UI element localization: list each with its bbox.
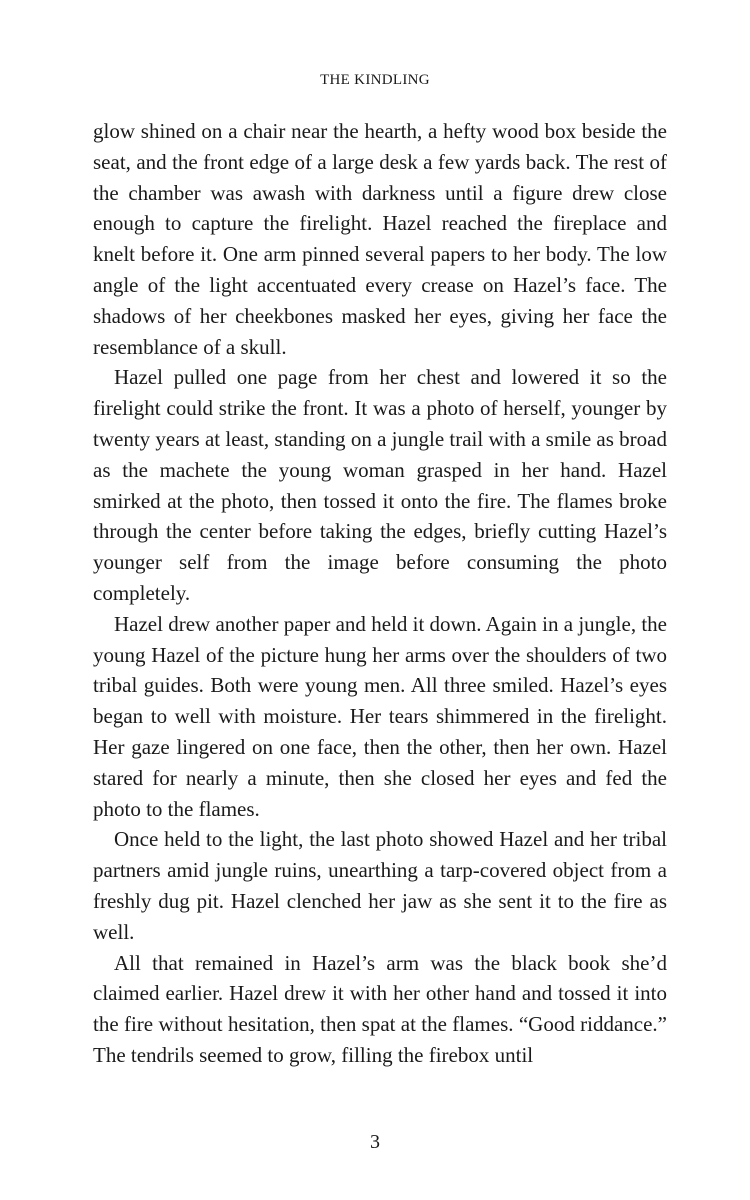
paragraph-2: Hazel pulled one page from her chest and lowered it so the firelight could strike the front. It was a photo of herself, younger by twenty years at least, standing on a jungle trail with a smile as broad as the machete the young woman grasped in her hand. Hazel smirked at the photo, then tossed it onto the fire. The flames broke through the center before taking the edges, briefly cutting Hazel’s younger self from the image before consuming the photo completely.: [93, 365, 667, 605]
paragraph-5: All that remained in Hazel’s arm was the black book she’d claimed earlier. Hazel drew it with her other hand and tossed it into the fire without hesitation, then spat at the flames. “Good riddance.” The tendrils seemed to grow, filling the firebox until: [93, 950, 667, 1067]
paragraph-1: glow shined on a chair near the hearth, a hefty wood box beside the seat, and the front edge of a large desk a few yards back. The rest of the chamber was awash with darkness until a figure drew close enough to capture the firelight. Hazel reached the fireplace and knelt before it. One arm pinned several papers to her body. The low angle of the light accentuated every crease on Hazel’s face. The shadows of her cheekbones masked her eyes, giving her face the resemblance of a skull.: [93, 119, 667, 359]
paragraph-4: Once held to the light, the last photo showed Hazel and her tribal partners amid jungle ruins, unearthing a tarp-covered object from a freshly dug pit. Hazel clenched her jaw as she sent it to the fire as well.: [93, 827, 667, 944]
body-text: [93, 116, 667, 1071]
paragraph-3: Hazel drew another paper and held it down. Again in a jungle, the young Hazel of the picture hung her arms over the shoulders of two tribal guides. Both were young men. All three smiled. Hazel’s eyes began to well with moisture. Her tears shimmered in the firelight. Her gaze lingered on one face, then the other, then her own. Hazel stared for nearly a minute, then she closed her eyes and fed the photo to the flames.: [93, 611, 667, 821]
page-number: 3: [370, 1131, 380, 1153]
running-head: THE KINDLING: [320, 72, 430, 88]
